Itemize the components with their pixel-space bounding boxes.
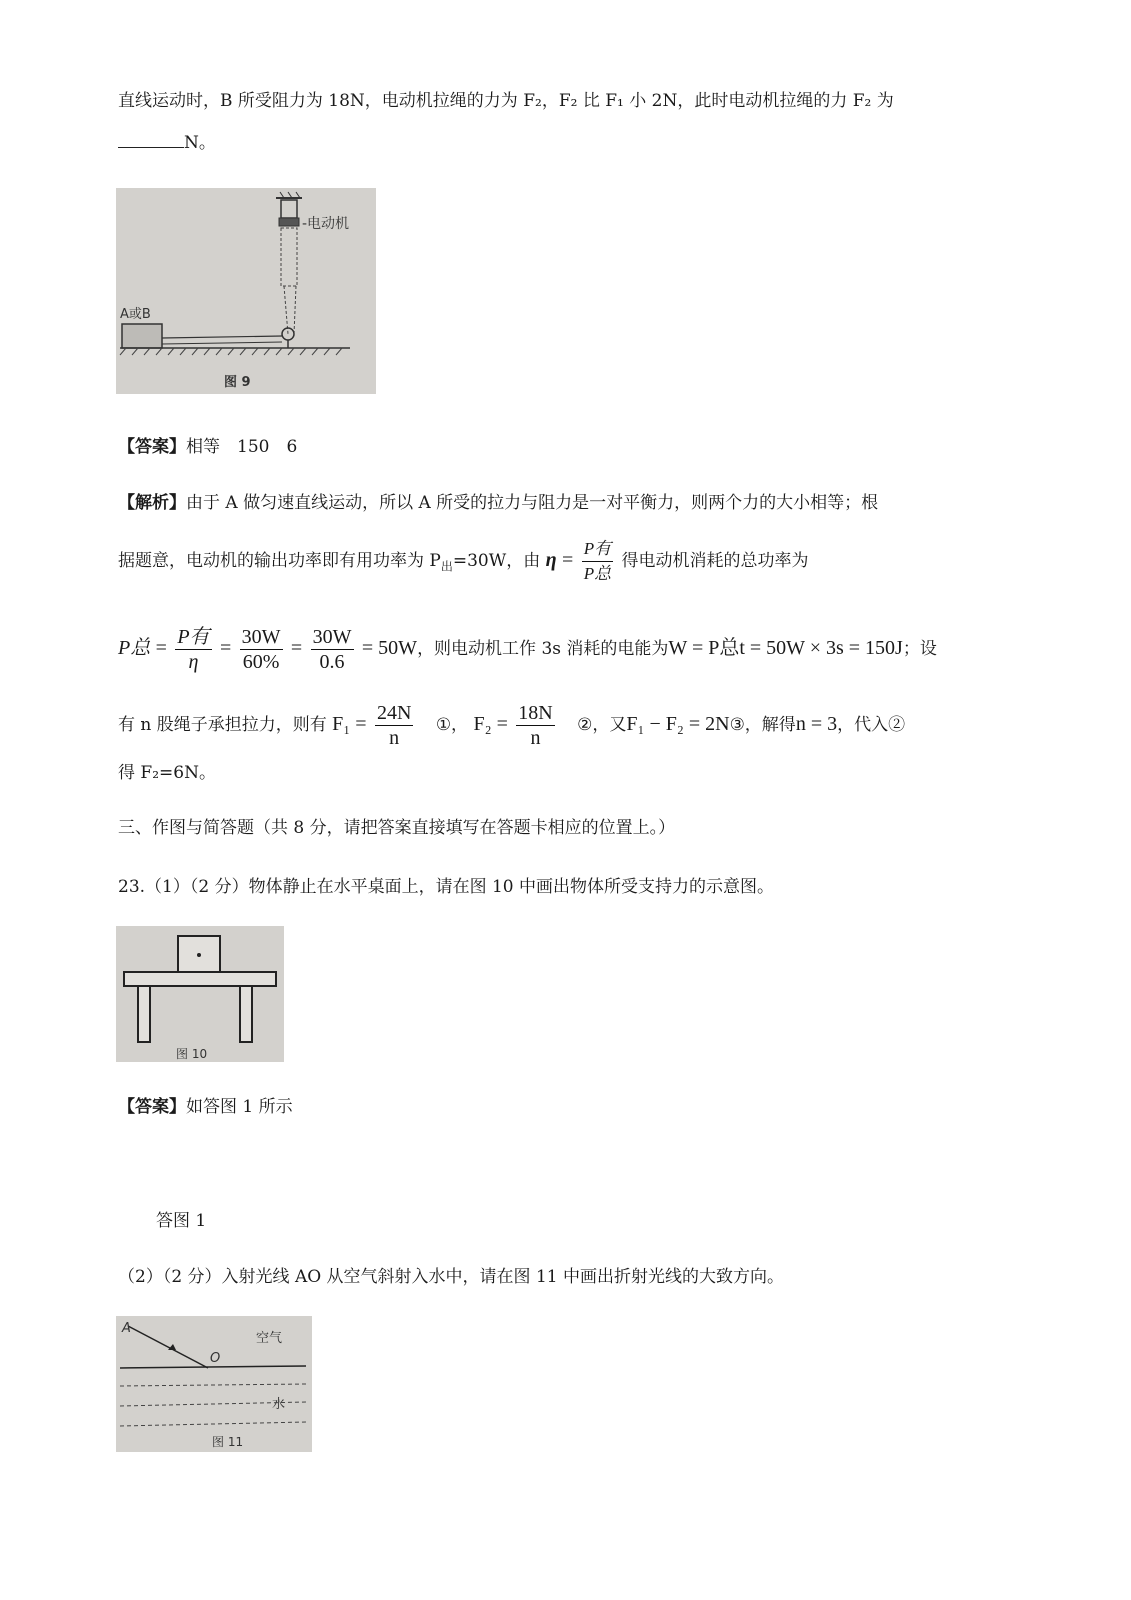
analysis-line-2 <box>118 534 809 592</box>
analysis-line-5: 得 F₂=6N。 <box>118 763 216 783</box>
motor-label: -电动机 <box>302 216 350 232</box>
fraction-numerator: 30W <box>312 626 352 648</box>
efficiency-fraction <box>582 537 613 586</box>
answer-text: 相等 150 6 <box>186 437 298 457</box>
subscript: 出 <box>440 559 453 574</box>
point-o-label: O <box>210 1351 221 1366</box>
analysis-text: 有 n 股绳子承担拉力，则有 <box>118 715 327 735</box>
fraction <box>175 625 211 674</box>
block-label: A或B <box>120 307 151 322</box>
math-expression: n = 3 <box>795 713 838 735</box>
figure-11 <box>116 1316 312 1452</box>
fraction-numerator: P有 <box>177 626 210 648</box>
fraction-denominator: 60% <box>242 651 280 673</box>
analysis-text: 得电动机消耗的总功率为 <box>621 551 809 571</box>
equals-sign: = <box>562 549 574 571</box>
air-label: 空气 <box>256 1331 283 1346</box>
fraction-numerator: 18N <box>518 702 553 724</box>
question-text-line: 直线运动时，B 所受阻力为 18N，电动机拉绳的力为 F₂，F₂ 比 F₁ 小 2N，此时电动机拉绳的力 F₂ 为 <box>118 91 894 111</box>
analysis-line-1 <box>118 490 878 516</box>
analysis-text: ，则电动机工作 3s 消耗的电能为 <box>417 639 669 659</box>
point-a-label: A <box>122 1321 131 1336</box>
question-23-part-1: 23.（1）（2 分）物体静止在水平桌面上，请在图 10 中画出物体所受支持力的示意图。 <box>118 877 775 897</box>
analysis-text: 据题意，电动机的输出功率即有用功率为 P <box>118 551 441 571</box>
analysis-text: 由于 A 做匀速直线运动，所以 A 所受的拉力与阻力是一对平衡力，则两个力的大小相等；根 <box>186 493 879 513</box>
figure-caption: 图 9 <box>224 375 251 390</box>
math-expression: W = P总t = 50W × 3s = 150J <box>668 637 903 659</box>
analysis-text: ②，又 <box>577 715 627 735</box>
fraction <box>311 625 354 674</box>
fraction <box>375 701 413 750</box>
fraction-denominator: n <box>389 727 400 749</box>
analysis-text: ③，解得 <box>729 715 796 735</box>
math-expression: F₁ = <box>332 713 367 735</box>
eta-symbol: η <box>545 549 557 571</box>
answer-blank <box>118 129 184 148</box>
question-23-part-2: （2）（2 分）入射光线 AO 从空气斜射入水中，请在图 11 中画出折射光线的大致方向。 <box>118 1267 784 1287</box>
fraction-numerator: 30W <box>241 626 281 648</box>
math-expression: = 50W <box>361 637 418 659</box>
figure-10 <box>116 926 284 1062</box>
fraction <box>516 701 554 750</box>
fraction <box>240 625 283 674</box>
math-expression: P总 <box>118 637 151 659</box>
fraction-denominator: n <box>530 727 541 749</box>
fraction-denominator: 0.6 <box>319 651 345 673</box>
math-expression: F₁ − F₂ = 2N <box>626 713 730 735</box>
figure-caption: 图 11 <box>212 1435 244 1449</box>
answer-tag: 【答案】 <box>118 437 186 457</box>
answer-line <box>118 434 297 460</box>
answer-line <box>118 1094 293 1120</box>
figure-9 <box>116 188 376 394</box>
water-label: 水 <box>272 1397 286 1412</box>
analysis-text: =30W，由 <box>452 551 541 571</box>
fraction-numerator: P有 <box>582 537 613 562</box>
analysis-text: ；设 <box>902 639 937 659</box>
math-expression: F₂ = <box>473 713 508 735</box>
analysis-line-4 <box>118 696 905 753</box>
figure-11-drawing <box>116 1316 312 1452</box>
fill-blank-line <box>118 129 216 156</box>
fraction-denominator: η <box>188 651 199 673</box>
fraction-denominator: P总 <box>583 564 612 583</box>
section-heading: 三、作图与简答题（共 8 分，请把答案直接填写在答题卡相应的位置上。） <box>118 818 676 838</box>
analysis-text: ①， <box>435 715 469 735</box>
figure-9-drawing <box>116 188 376 394</box>
analysis-text: ，代入② <box>837 715 906 735</box>
analysis-tag: 【解析】 <box>118 493 186 513</box>
figure-caption: 图 10 <box>176 1047 208 1061</box>
figure-10-drawing <box>116 926 284 1062</box>
unit-text: N。 <box>184 133 216 153</box>
answer-figure-label: 答图 1 <box>156 1211 207 1231</box>
fraction-numerator: 24N <box>376 702 412 724</box>
answer-tag: 【答案】 <box>118 1097 186 1117</box>
answer-text: 如答图 1 所示 <box>186 1097 293 1117</box>
analysis-line-3: P总 = $\frac{\text{P有}}{\eta}$ = $\frac{30W}{60\%}$ = $\frac{30W}{0.6}$ = 50W，则电动机工作 3s 消耗的电能为W = P总t = 50W × 3s = 150J；设 <box>118 626 937 673</box>
